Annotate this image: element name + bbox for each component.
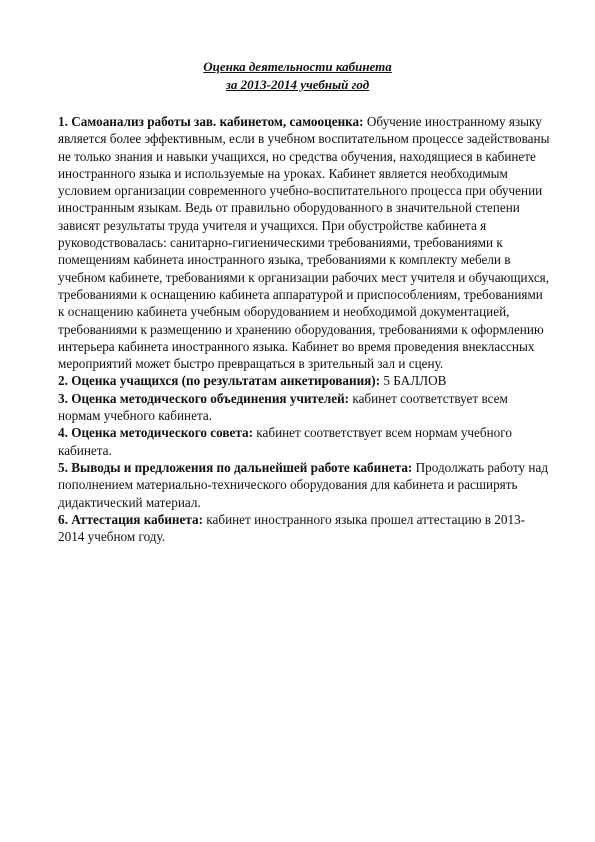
section-heading: 2. Оценка учащихся (по результатам анкетирования):: [58, 373, 381, 389]
section-text: 5 БАЛЛОВ: [380, 373, 447, 389]
section-conclusions: [58, 459, 550, 511]
section-heading: 4. Оценка методического совета:: [58, 425, 253, 441]
title-line-1: Оценка деятельности кабинета: [203, 59, 392, 74]
section-student-rating: [58, 372, 550, 389]
section-method-council-rating: [58, 424, 550, 459]
section-text: Обучение иностранному языку является более эффективным, если в учебном воспитательном процессе задействованы не только знания и навыки учащихся, но средства обучения, находящиеся в кабинете иностранного языка и используемые на уроках. Кабинет является необходимым условием организации современного учебно-воспитательного процесса при обучении иностранным языкам. Ведь от правильно оборудованного в значительной степени зависят результаты труда учителя и учащихся. При обустройстве кабинета я руководствовалась: санитарно-гигиеническими требованиями, требованиями к помещениям кабинета иностранного языка, требованиями к комплекту мебели в учебном кабинете, требованиями к организации рабочих мест учителя и обучающихся, требованиями к оснащению кабинета аппаратурой и приспособлениям, требованиями к оснащению кабинета учебным оборудованием и необходимой документацией, требованиями к размещению и хранению оборудования, требованиями к оформлению интерьера кабинета иностранного языка. Кабинет во время проведения внеклассных мероприятий может быстро превращаться в зрительный зал и сцену.: [58, 114, 550, 372]
section-attestation: [58, 511, 550, 546]
title-line-2: за 2013-2014 учебный год: [225, 77, 370, 92]
section-text: кабинет иностранного языка прошел аттестацию в 2013-2014 учебном году.: [58, 511, 526, 545]
section-heading: 5. Выводы и предложения по дальнейшей работе кабинета:: [58, 459, 413, 475]
section-heading: 1. Самоанализ работы зав. кабинетом, самооценка:: [58, 114, 364, 129]
section-text: кабинет соответствует всем нормам учебного кабинета.: [58, 390, 508, 424]
section-text: кабинет соответствует всем нормам учебного кабинета.: [58, 425, 512, 458]
section-method-union-rating: [58, 390, 550, 425]
section-text: Продолжать работу над пополнением материально-технического оборудования для кабинета и расширять дидактический материал.: [58, 459, 549, 510]
document-body: [58, 113, 550, 545]
section-heading: 3. Оценка методического объединения учителей:: [58, 390, 350, 406]
document-title: [0, 58, 595, 94]
section-self-analysis: [58, 113, 550, 372]
section-heading: 6. Аттестация кабинета:: [58, 511, 203, 527]
